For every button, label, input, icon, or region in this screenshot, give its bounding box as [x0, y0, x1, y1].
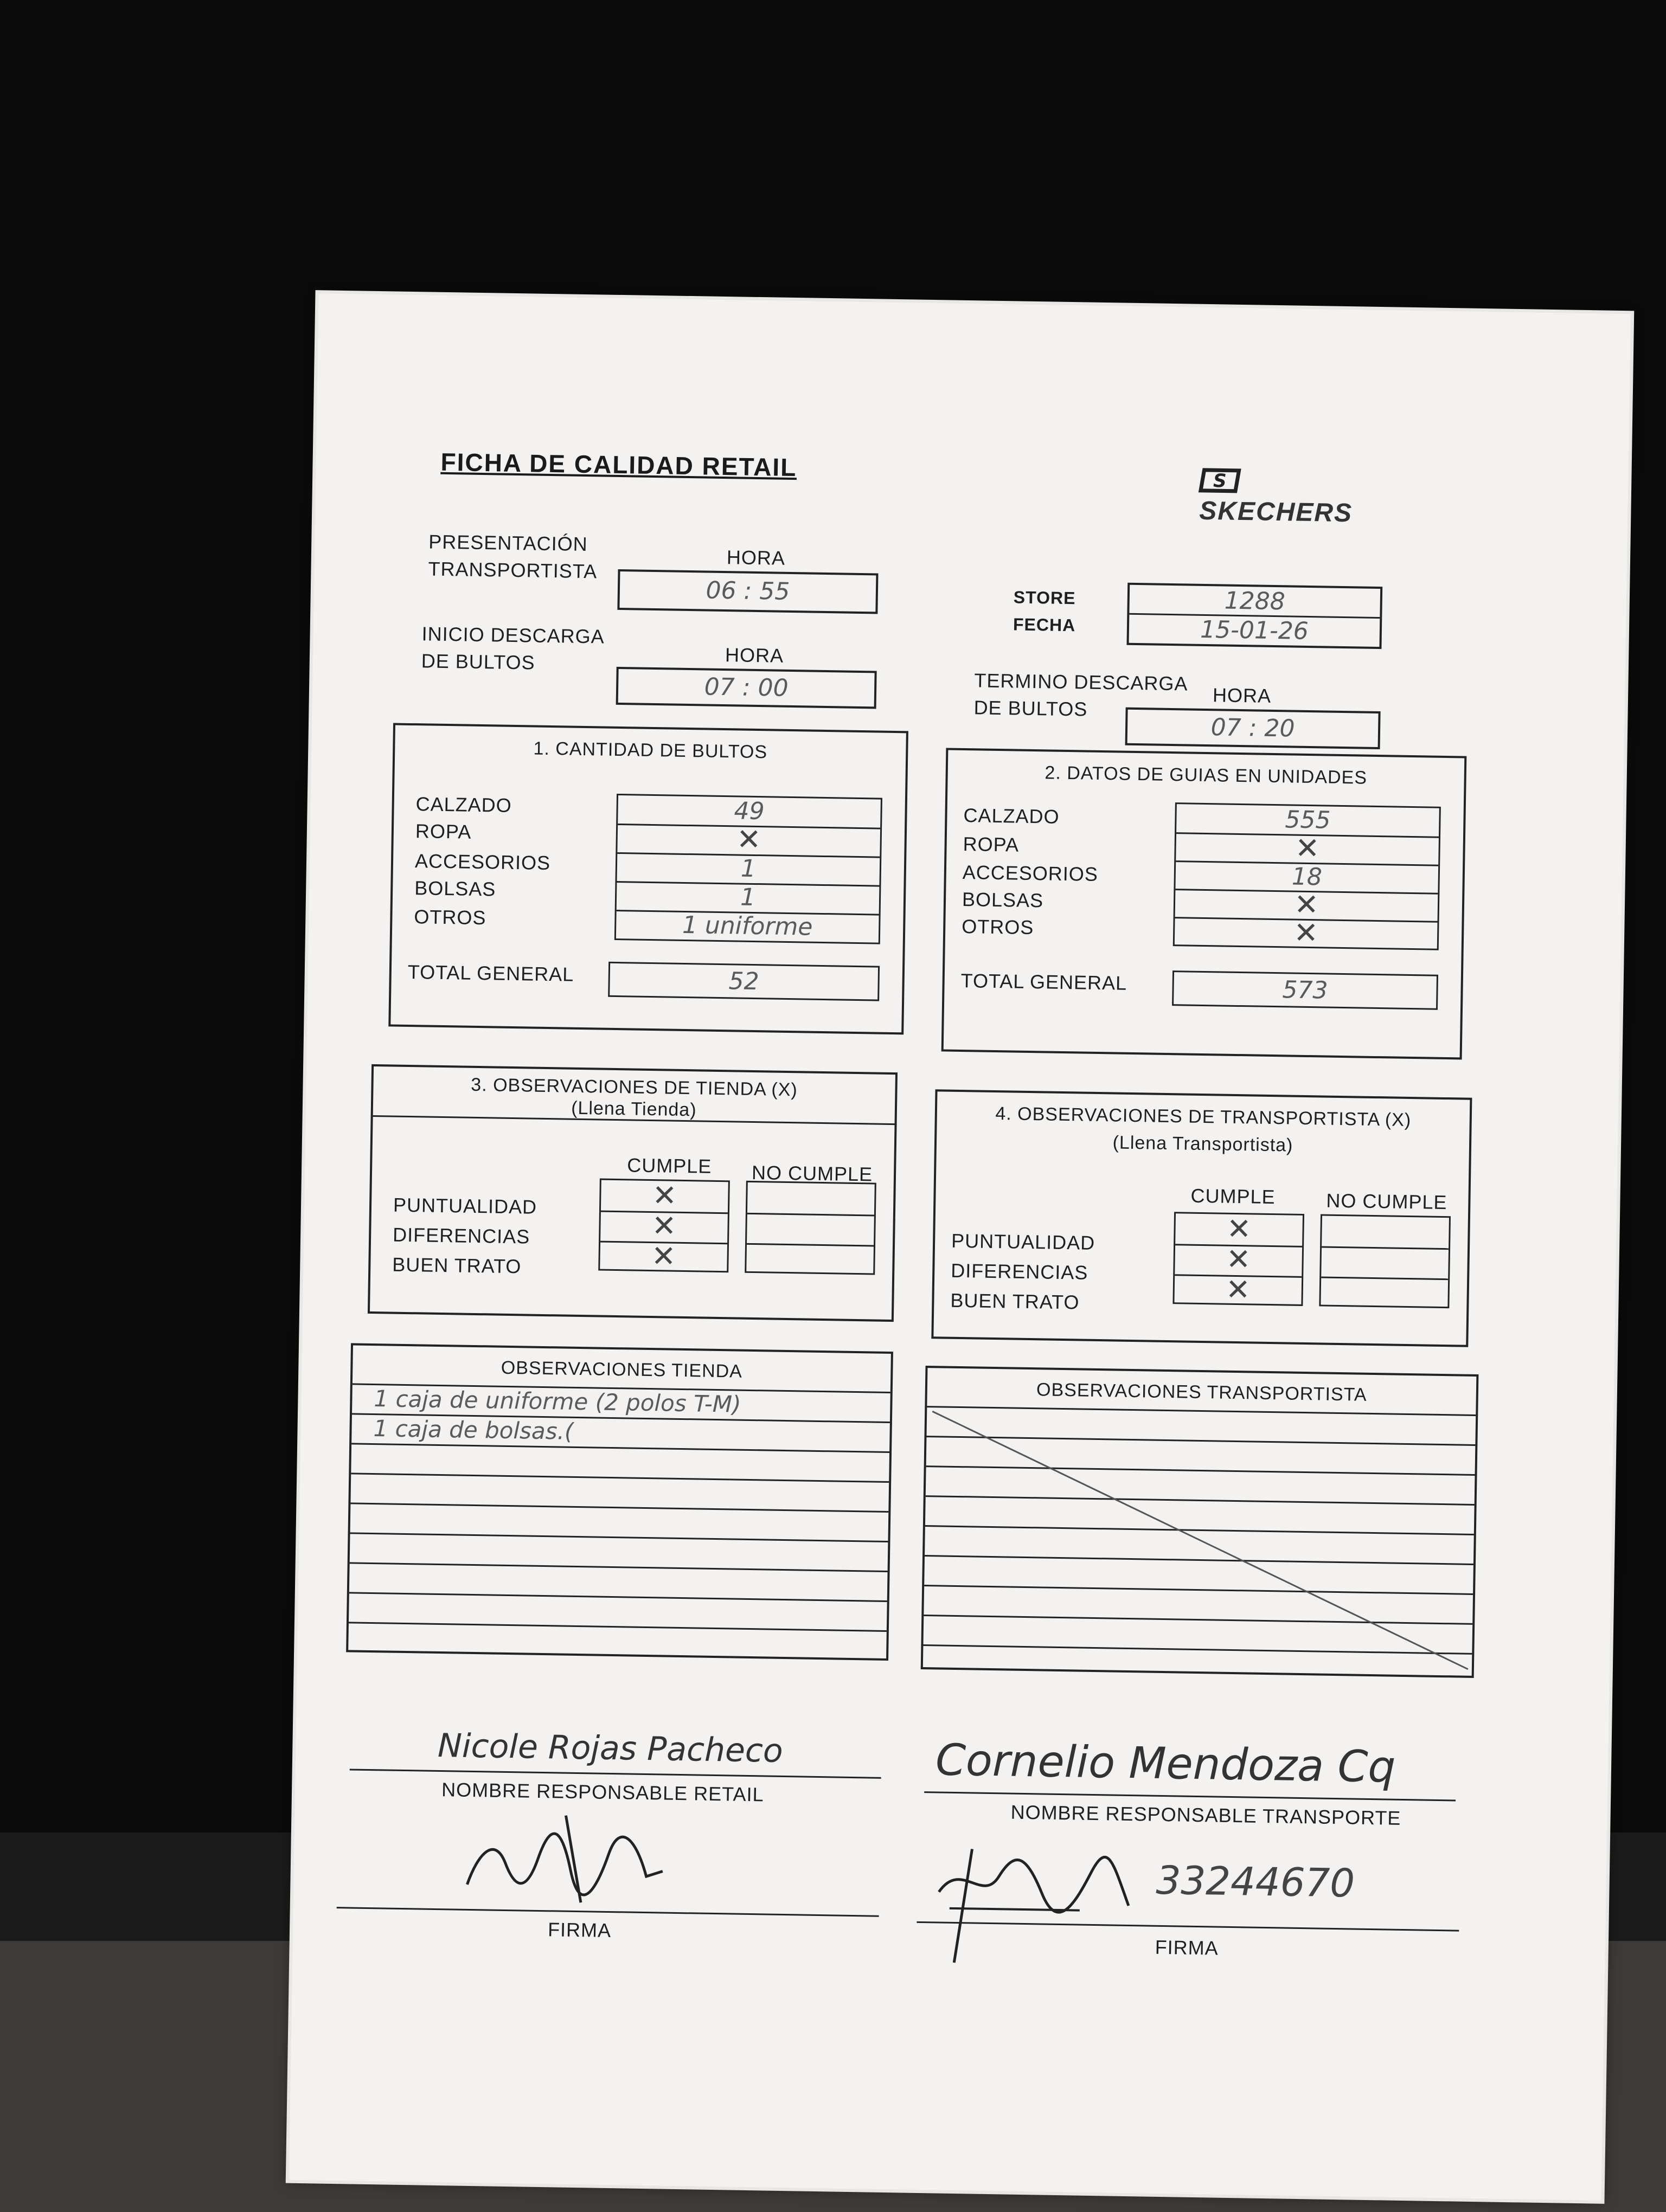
guias-total-field[interactable]: [1172, 970, 1438, 1010]
guias-row-label: ROPA: [963, 833, 1020, 856]
obs-row-label: DIFERENCIAS: [950, 1259, 1088, 1284]
termino-hora-field[interactable]: [1125, 708, 1381, 749]
obs-row-label: DIFERENCIAS: [392, 1223, 530, 1248]
bultos-value: 1: [740, 883, 756, 911]
obs-tienda-check-subtitle: (Llena Tienda): [571, 1097, 697, 1121]
fecha-label: FECHA: [1013, 614, 1076, 635]
cumple-mark: ✕: [651, 1239, 676, 1274]
inicio-hora-field[interactable]: [616, 667, 877, 709]
guias-value: ✕: [1295, 831, 1320, 866]
cumple-mark: ✕: [652, 1178, 677, 1213]
bultos-total-label: TOTAL GENERAL: [407, 960, 574, 986]
presentacion-hora-value: 06 : 55: [706, 576, 790, 606]
inicio-label-1: INICIO DESCARGA: [421, 622, 605, 648]
obs-row-label: BUEN TRATO: [392, 1253, 522, 1278]
transport-name-line: [924, 1791, 1456, 1801]
cumple-mark: ✕: [1225, 1272, 1251, 1307]
no-cumple-header: NO CUMPLE: [751, 1161, 873, 1186]
retail-name-label: NOMBRE RESPONSABLE RETAIL: [441, 1778, 764, 1806]
grid-line: [350, 1562, 888, 1572]
termino-label-1: TERMINO DESCARGA: [974, 669, 1188, 695]
svg-text:S: S: [1213, 470, 1227, 492]
guias-value: ✕: [1293, 887, 1319, 922]
brand-name: SKECHERS: [1199, 496, 1353, 528]
grid-line: [1321, 1276, 1448, 1280]
transport-signature: [916, 1827, 1146, 1982]
guias-value: ✕: [1293, 915, 1319, 950]
skechers-logo: [1188, 464, 1385, 538]
presentacion-label-2: TRANSPORTISTA: [428, 557, 598, 583]
grid-line: [350, 1502, 888, 1513]
bultos-value-grid[interactable]: [614, 794, 882, 944]
grid-line: [747, 1213, 874, 1217]
obs-tienda-line[interactable]: 1 caja de uniforme (2 polos T-M): [374, 1385, 741, 1418]
inicio-label-2: DE BULTOS: [421, 650, 535, 674]
bultos-total-value: 52: [728, 967, 760, 996]
hora-label-1: HORA: [726, 546, 786, 569]
grid-line: [350, 1532, 888, 1542]
obs-transp-check-subtitle: (Llena Transportista): [1112, 1132, 1293, 1156]
guias-value-grid[interactable]: [1173, 802, 1441, 950]
guias-title: 2. DATOS DE GUIAS EN UNIDADES: [1045, 762, 1368, 788]
store-label: STORE: [1013, 587, 1076, 608]
guias-total-value: 573: [1282, 976, 1328, 1005]
obs-tienda-line[interactable]: 1 caja de bolsas.(: [373, 1415, 574, 1445]
termino-hora-value: 07 : 20: [1210, 713, 1295, 743]
hora-label-3: HORA: [1212, 684, 1272, 707]
obs-transp-text-section: [921, 1366, 1479, 1678]
guias-row-label: BOLSAS: [962, 888, 1044, 912]
guias-value: 18: [1291, 863, 1323, 891]
retail-firma-label: FIRMA: [547, 1918, 612, 1942]
cumple-mark: ✕: [651, 1208, 677, 1243]
grid-line: [349, 1622, 887, 1632]
presentacion-label-1: PRESENTACIÓN: [428, 530, 588, 556]
bultos-value: 1 uniforme: [682, 911, 813, 941]
obs-transp-text-title: OBSERVACIONES TRANSPORTISTA: [1036, 1379, 1367, 1405]
obs-transp-check-title: 4. OBSERVACIONES DE TRANSPORTISTA (X): [995, 1103, 1412, 1131]
cumple-header: CUMPLE: [626, 1154, 712, 1178]
cumple-header: CUMPLE: [1190, 1184, 1276, 1208]
quality-form-sheet: [289, 293, 1631, 2201]
grid-line: [349, 1592, 887, 1602]
bultos-value: 1: [740, 854, 757, 883]
inicio-hora-value: 07 : 00: [704, 673, 789, 702]
strike-through-line: [923, 1406, 1476, 1676]
grid-line: [747, 1243, 874, 1247]
retail-name: Nicole Rojas Pacheco: [437, 1726, 784, 1770]
transport-name: Cornelio Mendoza Cq: [935, 1734, 1396, 1792]
transport-name-label: NOMBRE RESPONSABLE TRANSPORTE: [1010, 1801, 1401, 1829]
obs-row-label: PUNTUALIDAD: [951, 1229, 1095, 1254]
obs-transp-check-section: [931, 1089, 1472, 1347]
presentacion-hora-field[interactable]: [617, 569, 878, 614]
guias-value: 555: [1285, 806, 1331, 834]
bultos-section: [388, 723, 908, 1034]
cumple-mark: ✕: [1226, 1211, 1252, 1246]
obs-tienda-check-title: 3. OBSERVACIONES DE TIENDA (X): [471, 1074, 798, 1101]
cumple-mark: ✕: [1226, 1242, 1251, 1277]
obs-tienda-check-header: [373, 1066, 895, 1125]
grid-line: [351, 1443, 889, 1453]
obs-tienda-check-section: [368, 1064, 898, 1322]
no-cumple-column[interactable]: [1319, 1214, 1451, 1308]
bultos-row-label: ROPA: [415, 820, 472, 843]
no-cumple-column[interactable]: [745, 1181, 876, 1275]
cumple-column[interactable]: [1172, 1212, 1304, 1306]
guias-total-label: TOTAL GENERAL: [960, 969, 1127, 994]
bultos-value: ✕: [736, 822, 761, 857]
bultos-value: 49: [734, 797, 765, 826]
guias-row-label: OTROS: [961, 915, 1034, 939]
guias-row-label: CALZADO: [963, 804, 1060, 828]
termino-label-2: DE BULTOS: [973, 696, 1088, 721]
obs-tienda-text-title: OBSERVACIONES TIENDA: [501, 1357, 743, 1382]
obs-row-label: BUEN TRATO: [950, 1289, 1080, 1314]
grid-line: [351, 1472, 889, 1483]
guias-row-label: ACCESORIOS: [962, 860, 1099, 885]
bultos-row-label: BOLSAS: [414, 877, 496, 901]
grid-line: [1322, 1246, 1449, 1250]
cumple-column[interactable]: [598, 1179, 730, 1273]
guias-section: [941, 748, 1467, 1059]
transport-id: 33244670: [1156, 1857, 1355, 1906]
bultos-row-label: CALZADO: [415, 793, 512, 816]
store-fecha-field[interactable]: [1126, 583, 1382, 649]
store-value: 1288: [1224, 587, 1286, 616]
bultos-total-field[interactable]: [608, 962, 880, 1001]
bultos-title: 1. CANTIDAD DE BULTOS: [533, 738, 768, 763]
retail-signature: [456, 1803, 685, 1915]
transport-firma-label: FIRMA: [1155, 1935, 1219, 1959]
obs-tienda-text-section: [346, 1343, 893, 1661]
fecha-value: 15-01-26: [1200, 615, 1309, 645]
obs-row-label: PUNTUALIDAD: [393, 1193, 537, 1218]
form-title: FICHA DE CALIDAD RETAIL: [440, 447, 797, 482]
hora-label-2: HORA: [725, 644, 784, 667]
bultos-row-label: OTROS: [414, 905, 486, 929]
bultos-row-label: ACCESORIOS: [414, 850, 551, 874]
no-cumple-header: NO CUMPLE: [1326, 1189, 1447, 1214]
